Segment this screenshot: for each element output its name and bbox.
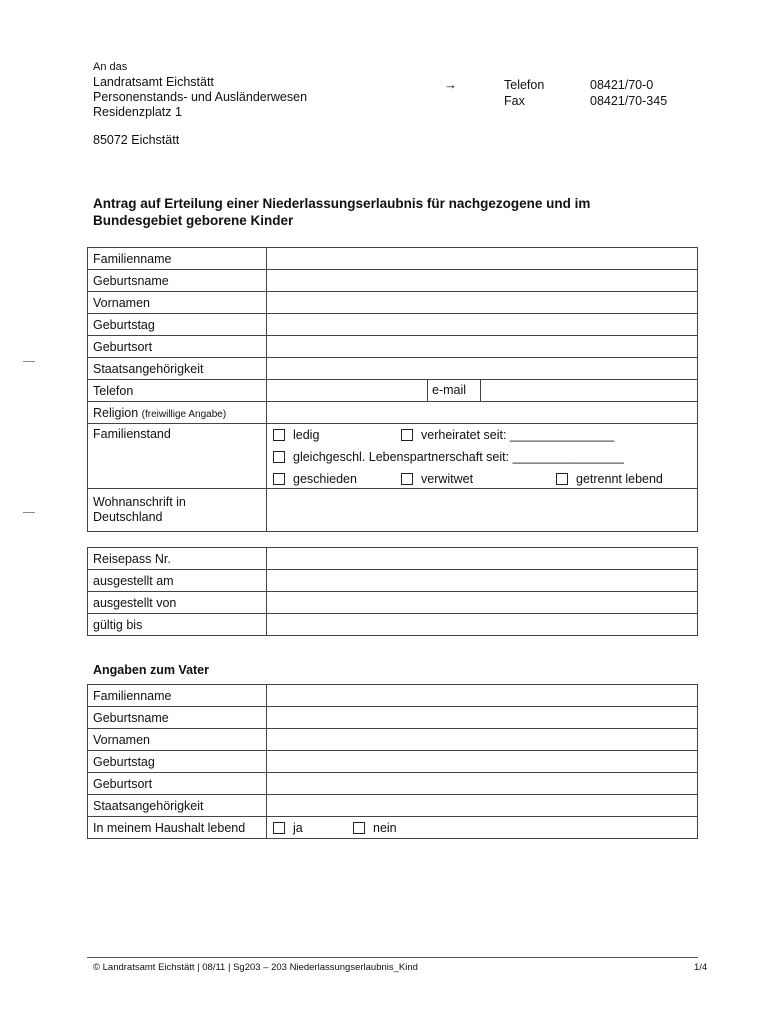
checkbox-icon[interactable] [556, 473, 568, 485]
table-row [88, 570, 698, 592]
father-table [87, 684, 698, 839]
table-row [88, 729, 698, 751]
table-row [88, 489, 698, 532]
option-lebenspartnerschaft[interactable] [273, 450, 624, 464]
familienstand-label: Familienstand [88, 424, 267, 489]
vater-geburtsort-field[interactable] [267, 773, 698, 795]
passport-table [87, 547, 698, 636]
table-row [88, 817, 698, 839]
wohnanschrift-field[interactable] [267, 489, 698, 532]
table-row [88, 707, 698, 729]
religion-label-text: Religion [93, 405, 139, 420]
telefon-email-cell [267, 380, 698, 402]
table-row [88, 424, 698, 489]
salutation: An das [93, 61, 128, 73]
option-lebenspartnerschaft-label: gleichgeschl. Lebenspartnerschaft seit: ________________ [293, 450, 624, 464]
option-ledig-label: ledig [293, 428, 320, 442]
telefon-field[interactable] [267, 380, 428, 401]
ausgestellt-von-label: ausgestellt von [88, 592, 267, 614]
staatsangehoerigkeit-label: Staatsangehörigkeit [88, 358, 267, 380]
table-row [88, 751, 698, 773]
ausgestellt-von-field[interactable] [267, 592, 698, 614]
recipient-street: Residenzplatz 1 [93, 105, 182, 119]
checkbox-icon[interactable] [273, 473, 285, 485]
table-row [88, 336, 698, 358]
recipient-city: 85072 Eichstätt [93, 133, 180, 147]
checkbox-icon[interactable] [273, 429, 285, 441]
vater-geburtstag-label: Geburtstag [88, 751, 267, 773]
staatsangehoerigkeit-field[interactable] [267, 358, 698, 380]
table-row [88, 548, 698, 570]
email-label: e-mail [428, 380, 481, 401]
phone-value: 08421/70-0 [590, 78, 654, 92]
table-row [88, 314, 698, 336]
footer-divider [87, 957, 698, 958]
option-verheiratet-label: verheiratet seit: _______________ [421, 428, 615, 442]
geburtsort-label: Geburtsort [88, 336, 267, 358]
vater-vornamen-field[interactable] [267, 729, 698, 751]
option-verwitwet-label: verwitwet [421, 472, 474, 486]
option-geschieden-label: geschieden [293, 472, 357, 486]
geburtstag-label: Geburtstag [88, 314, 267, 336]
vater-vornamen-label: Vornamen [88, 729, 267, 751]
phone-label: Telefon [504, 78, 545, 92]
wohnanschrift-label-line2: Deutschland [93, 510, 163, 524]
table-row [88, 402, 698, 424]
familienname-field[interactable] [267, 248, 698, 270]
fax-value: 08421/70-345 [590, 94, 668, 108]
familienname-label: Familienname [88, 248, 267, 270]
page-number: 1/4 [694, 962, 708, 973]
margin-mark [23, 512, 35, 513]
option-getrennt[interactable] [556, 472, 663, 486]
ausgestellt-am-label: ausgestellt am [88, 570, 267, 592]
checkbox-icon[interactable] [353, 822, 365, 834]
option-verwitwet[interactable] [401, 472, 473, 486]
form-title-line2: Bundesgebiet geborene Kinder [93, 213, 294, 228]
vater-geburtstag-field[interactable] [267, 751, 698, 773]
table-row [88, 380, 698, 402]
geburtstag-field[interactable] [267, 314, 698, 336]
table-row [88, 292, 698, 314]
religion-label [88, 402, 267, 424]
haushalt-options [267, 817, 698, 839]
email-field[interactable] [481, 380, 697, 401]
recipient-name: Landratsamt Eichstätt [93, 75, 214, 89]
wohnanschrift-label [88, 489, 267, 532]
checkbox-icon[interactable] [273, 451, 285, 463]
form-title-line1: Antrag auf Erteilung einer Niederlassungserlaubnis für nachgezogene und im [93, 196, 591, 211]
arrow-right-icon: → [444, 77, 457, 92]
telefon-label: Telefon [88, 380, 267, 402]
recipient-address [93, 60, 307, 148]
option-ja[interactable] [273, 821, 303, 835]
option-geschieden[interactable] [273, 472, 357, 486]
personal-data-table [87, 247, 698, 532]
table-row [88, 614, 698, 636]
gueltig-bis-label: gültig bis [88, 614, 267, 636]
table-row [88, 773, 698, 795]
checkbox-icon[interactable] [273, 822, 285, 834]
recipient-department: Personenstands- und Ausländerwesen [93, 90, 308, 104]
table-row [88, 685, 698, 707]
table-row [88, 270, 698, 292]
vater-staatsangehoerigkeit-field[interactable] [267, 795, 698, 817]
vater-staatsangehoerigkeit-label: Staatsangehörigkeit [88, 795, 267, 817]
option-getrennt-label: getrennt lebend [576, 472, 663, 486]
form-title [93, 195, 713, 229]
contact-block [504, 77, 667, 109]
vater-geburtsname-field[interactable] [267, 707, 698, 729]
reisepass-nr-field[interactable] [267, 548, 698, 570]
option-nein[interactable] [353, 821, 397, 835]
vornamen-field[interactable] [267, 292, 698, 314]
checkbox-icon[interactable] [401, 429, 413, 441]
table-row [88, 248, 698, 270]
vater-familienname-field[interactable] [267, 685, 698, 707]
geburtsort-field[interactable] [267, 336, 698, 358]
reisepass-nr-label: Reisepass Nr. [88, 548, 267, 570]
haushalt-label: In meinem Haushalt lebend [88, 817, 267, 839]
option-verheiratet[interactable] [401, 428, 614, 442]
option-nein-label: nein [373, 821, 397, 835]
geburtsname-label: Geburtsname [88, 270, 267, 292]
vater-familienname-label: Familienname [88, 685, 267, 707]
ausgestellt-am-field[interactable] [267, 570, 698, 592]
father-section-title: Angaben zum Vater [93, 663, 209, 677]
vornamen-label: Vornamen [88, 292, 267, 314]
geburtsname-field[interactable] [267, 270, 698, 292]
fax-label: Fax [504, 94, 525, 108]
option-ledig[interactable] [273, 428, 319, 442]
religion-note: (freiwillige Angabe) [141, 408, 227, 420]
footer-text: © Landratsamt Eichstätt | 08/11 | Sg203 – 203 Niederlassungserlaubnis_Kind [93, 962, 418, 973]
checkbox-icon[interactable] [401, 473, 413, 485]
table-row [88, 592, 698, 614]
familienstand-options [267, 424, 698, 489]
vater-geburtsort-label: Geburtsort [88, 773, 267, 795]
gueltig-bis-field[interactable] [267, 614, 698, 636]
wohnanschrift-label-line1: Wohnanschrift in [93, 495, 186, 509]
margin-mark [23, 361, 35, 362]
religion-field[interactable] [267, 402, 698, 424]
vater-geburtsname-label: Geburtsname [88, 707, 267, 729]
table-row [88, 795, 698, 817]
table-row [88, 358, 698, 380]
option-ja-label: ja [293, 821, 303, 835]
